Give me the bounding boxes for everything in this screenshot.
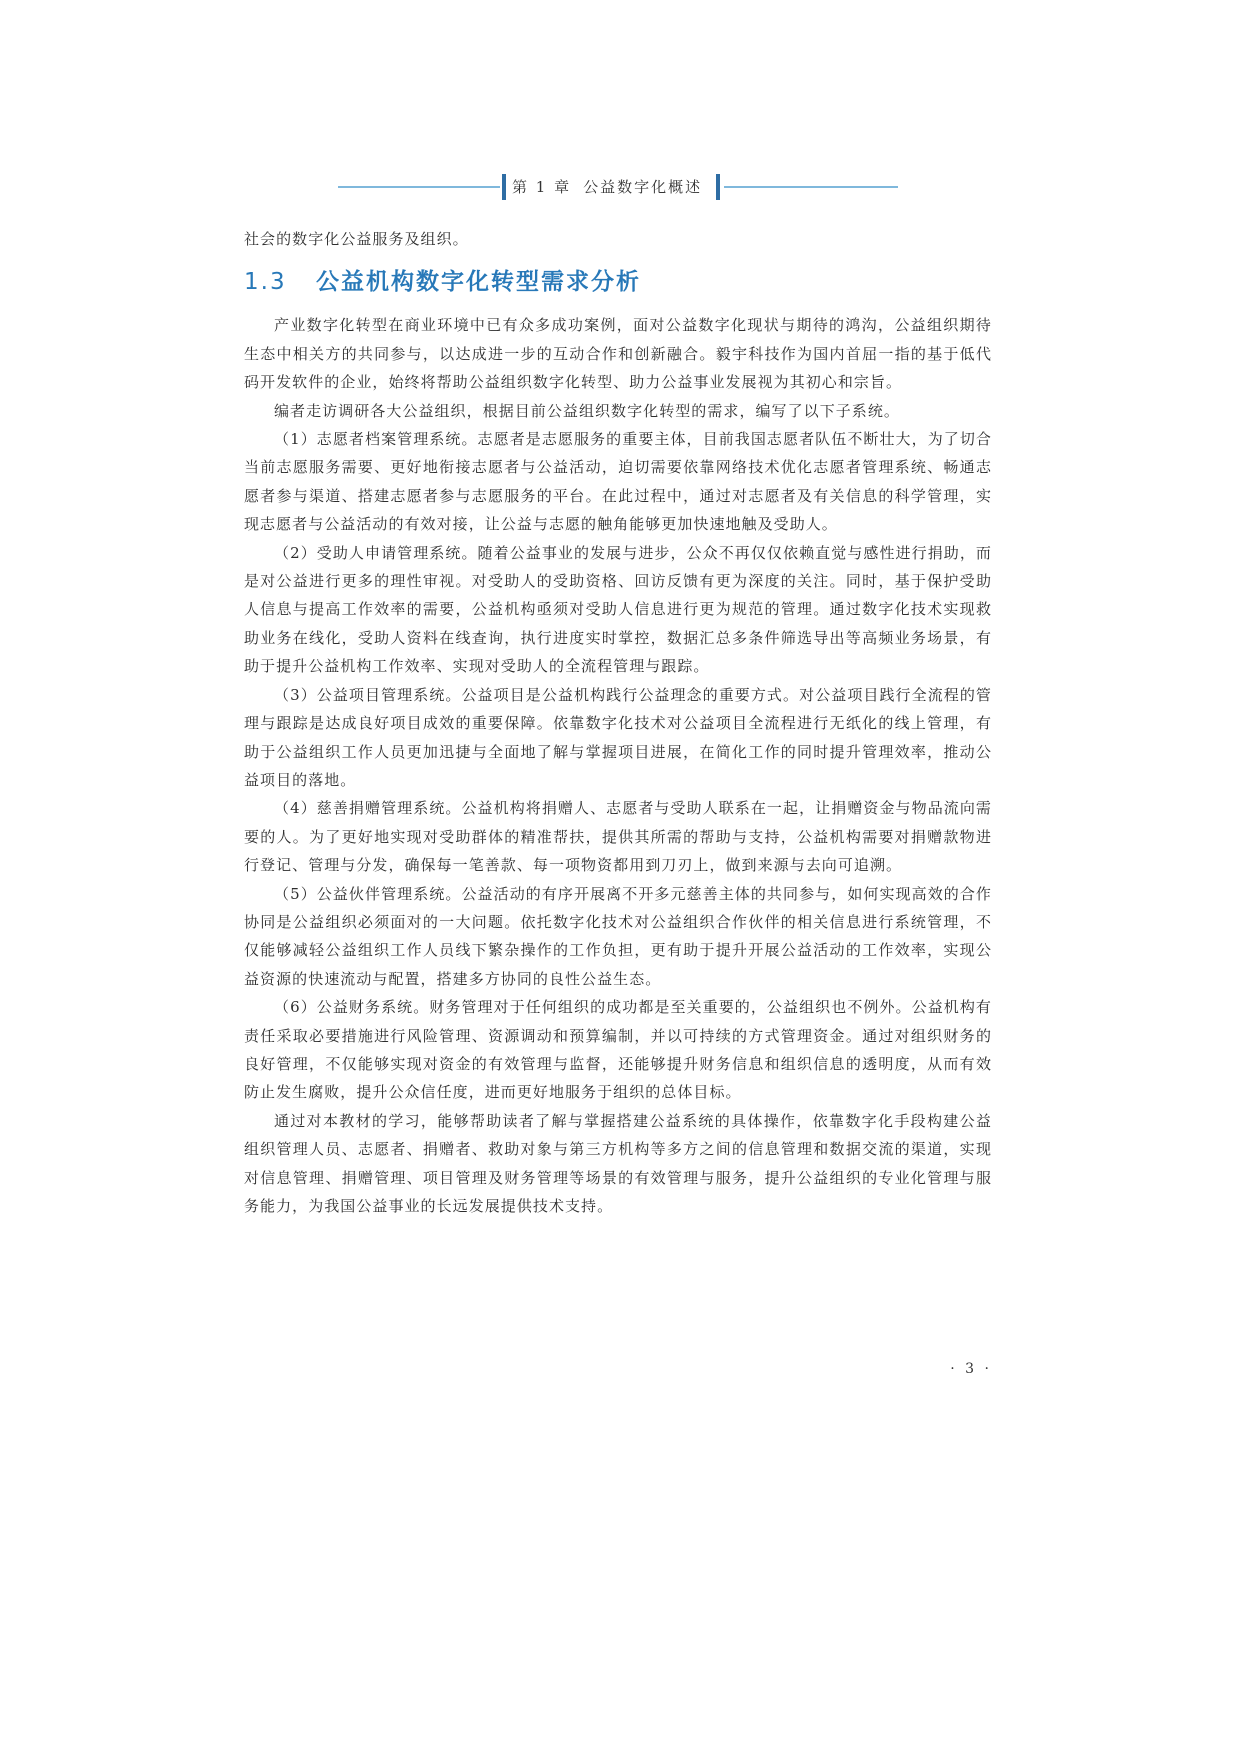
paragraph-project-system: （3）公益项目管理系统。公益项目是公益机构践行公益理念的重要方式。对公益项目践行全流程的管理与跟踪是达成良好项目成效的重要保障。依靠数字化技术对公益项目全流程进行无纸化的线上管理，有助于公益组织工作人员更加迅捷与全面地了解与掌握项目进展，在简化工作的同时提升管理效率，推动公益项目的落地。 — [244, 685, 992, 789]
paragraph-donation-system: （4）慈善捐赠管理系统。公益机构将捐赠人、志愿者与受助人联系在一起，让捐赠资金与物品流向需要的人。为了更好地实现对受助群体的精准帮扶，提供其所需的帮助与支持，公益机构需要对捐赠款物进行登记、管理与分发，确保每一笔善款、每一项物资都用到刀刃上，做到来源与去向可追溯。 — [244, 799, 992, 875]
paragraph: 产业数字化转型在商业环境中已有众多成功案例，面对公益数字化现状与期待的鸿沟，公益组织期待生态中相关方的共同参与，以达成进一步的互动合作和创新融合。毅宇科技作为国内首屈一指的基于低代码开发软件的企业，始终将帮助公益组织数字化转型、助力公益事业发展视为其初心和宗旨。 — [244, 316, 992, 392]
paragraph: 编者走访调研各大公益组织，根据目前公益组织数字化转型的需求，编写了以下子系统。 — [274, 401, 900, 420]
paragraph-recipient-system: （2）受助人申请管理系统。随着公益事业的发展与进步，公众不再仅仅依赖直觉与感性进行捐助，而是对公益进行更多的理性审视。对受助人的受助资格、回访反馈有更为深度的关注。同时，基于保护受助人信息与提高工作效率的需要，公益机构亟须对受助人信息进行更为规范的管理。通过数字化技术实现救助业务在线化，受助人资料在线查询，执行进度实时掌控，数据汇总多条件筛选导出等高频业务场景，有助于提升公益机构工作效率、实现对受助人的全流程管理与跟踪。 — [244, 543, 992, 676]
running-header — [338, 170, 898, 204]
section-number: 1.3 — [244, 269, 287, 296]
paragraph-volunteer-system: （1）志愿者档案管理系统。志愿者是志愿服务的重要主体，目前我国志愿者队伍不断壮大，为了切合当前志愿服务需要、更好地衔接志愿者与公益活动，迫切需要依靠网络技术优化志愿者管理系统、畅通志愿者参与渠道、搭建志愿者参与志愿服务的平台。在此过程中，通过对志愿者及有关信息的科学管理，实现志愿者与公益活动的有效对接，让公益与志愿的触角能够更加快速地触及受助人。 — [244, 430, 992, 534]
header-bar-left — [502, 174, 506, 200]
paragraph-finance-system: （6）公益财务系统。财务管理对于任何组织的成功都是至关重要的，公益组织也不例外。公益机构有责任采取必要措施进行风险管理、资源调动和预算编制，并以可持续的方式管理资金。通过对组织财务的良好管理，不仅能够实现对资金的有效管理与监督，还能够提升财务信息和组织信息的透明度，从而有效防止发生腐败，提升公众信任度，进而更好地服务于组织的总体目标。 — [244, 998, 992, 1102]
running-header-text — [512, 174, 712, 200]
chapter-title: 公益数字化概述 — [583, 178, 703, 196]
header-rule-right — [724, 186, 898, 188]
page-content — [244, 225, 992, 1220]
page-number: · 3 · — [950, 1361, 992, 1377]
header-bar-right — [716, 174, 720, 200]
chapter-label: 第 1 章 — [512, 178, 572, 196]
paragraph-conclusion: 通过对本教材的学习，能够帮助读者了解与掌握搭建公益系统的具体操作，依靠数字化手段构建公益组织管理人员、志愿者、捐赠者、救助对象与第三方机构等多方之间的信息管理和数据交流的渠道，实现对信息管理、捐赠管理、项目管理及财务管理等场景的有效管理与服务，提升公益组织的专业化管理与服务能力，为我国公益事业的长远发展提供技术支持。 — [244, 1111, 992, 1215]
section-title: 公益机构数字化转型需求分析 — [316, 269, 641, 296]
header-rule-left — [338, 186, 500, 188]
continued-line: 社会的数字化公益服务及组织。 — [244, 230, 469, 248]
section-heading — [244, 263, 992, 301]
paragraph-partner-system: （5）公益伙伴管理系统。公益活动的有序开展离不开多元慈善主体的共同参与，如何实现高效的合作协同是公益组织必须面对的一大问题。依托数字化技术对公益组织合作伙伴的相关信息进行系统管理，不仅能够减轻公益组织工作人员线下繁杂操作的工作负担，更有助于提升开展公益活动的工作效率，实现公益资源的快速流动与配置，搭建多方协同的良性公益生态。 — [244, 884, 992, 988]
